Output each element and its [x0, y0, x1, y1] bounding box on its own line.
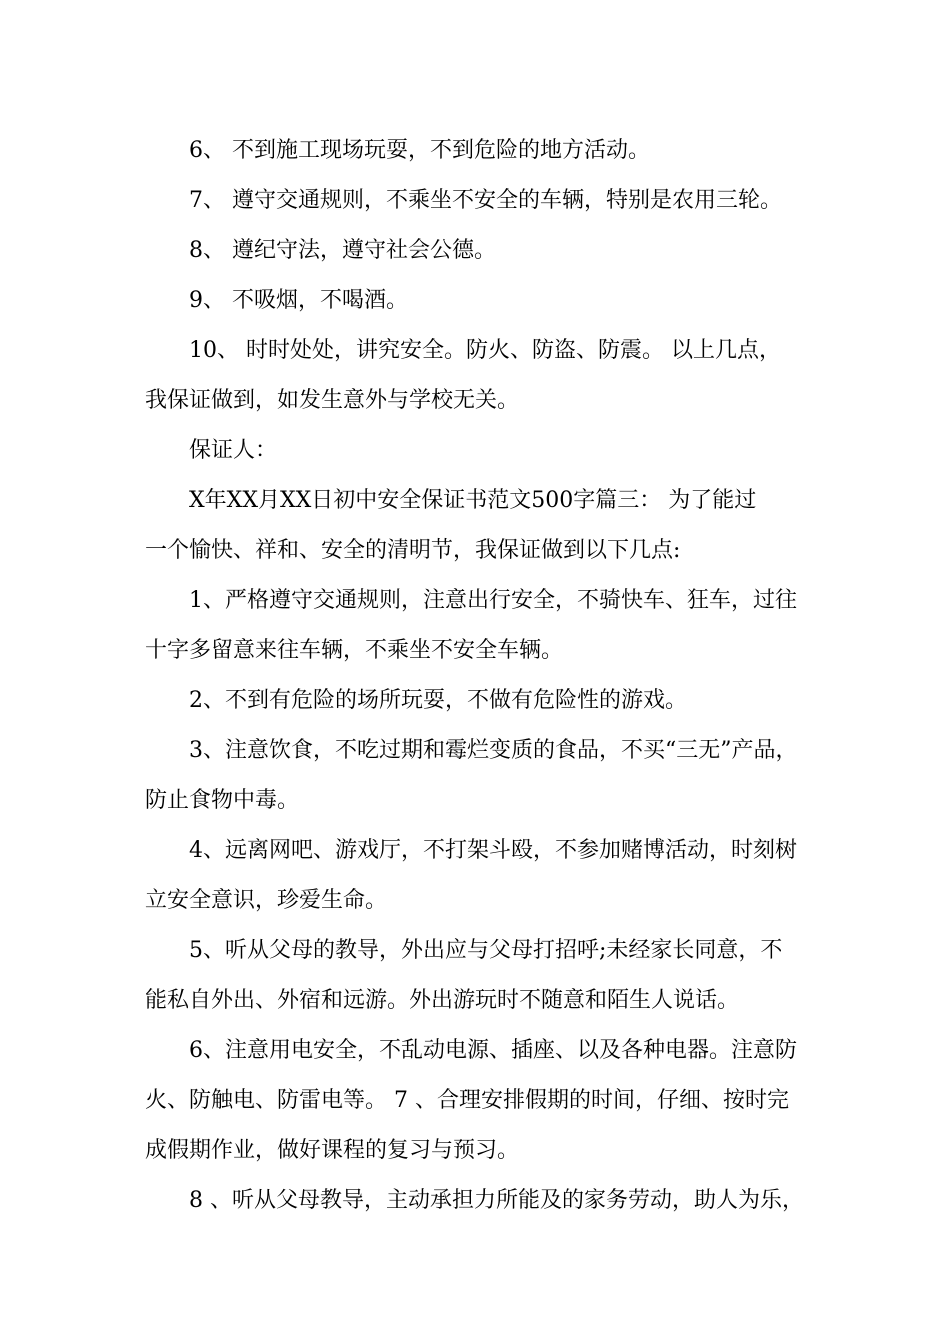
text-line: 立安全意识，珍爱生命。: [145, 888, 388, 913]
text-line: 6、注意用电安全，不乱动电源、插座、以及各种电器。注意防: [189, 1038, 797, 1063]
text-line: 10、 时时处处，讲究安全。防火、防盗、防震。 以上几点，: [189, 338, 781, 363]
text-line: 保证人：: [189, 438, 278, 463]
text-line: 2、不到有危险的场所玩耍，不做有危险性的游戏。: [189, 688, 687, 713]
text-line: 十字多留意来往车辆，不乘坐不安全车辆。: [145, 638, 564, 663]
text-line: 3、注意饮食，不吃过期和霉烂变质的食品，不买“三无”产品，: [189, 738, 798, 763]
text-line: 火、防触电、防雷电等。 7 、合理安排假期的时间，仔细、按时完: [145, 1088, 789, 1113]
text-line: 6、 不到施工现场玩耍，不到危险的地方活动。: [189, 138, 650, 163]
text-line: 能私自外出、外宿和远游。外出游玩时不随意和陌生人说话。: [145, 988, 740, 1013]
text-line: 7、 遵守交通规则，不乘坐不安全的车辆，特别是农用三轮。: [189, 188, 782, 213]
text-line: 8 、听从父母教导，主动承担力所能及的家务劳动，助人为乐，: [189, 1188, 804, 1213]
text-line: X年XX月XX日初中安全保证书范文500字篇三： 为了能过: [189, 488, 757, 513]
text-line: 成假期作业，做好课程的复习与预习。: [145, 1138, 520, 1163]
text-line: 9、 不吸烟，不喝酒。: [189, 288, 408, 313]
text-line: 我保证做到，如发生意外与学校无关。: [145, 388, 520, 413]
text-line: 1、严格遵守交通规则，注意出行安全，不骑快车、狂车，过往: [189, 588, 797, 613]
text-line: 5、听从父母的教导，外出应与父母打招呼;未经家长同意，不: [189, 938, 783, 963]
text-line: 防止食物中毒。: [145, 788, 300, 813]
text-line: 8、 遵纪守法，遵守社会公德。: [189, 238, 496, 263]
text-line: 4、远离网吧、游戏厅，不打架斗殴，不参加赌博活动，时刻树: [189, 838, 797, 863]
text-line: 一个愉快、祥和、安全的清明节，我保证做到以下几点:: [145, 538, 681, 563]
